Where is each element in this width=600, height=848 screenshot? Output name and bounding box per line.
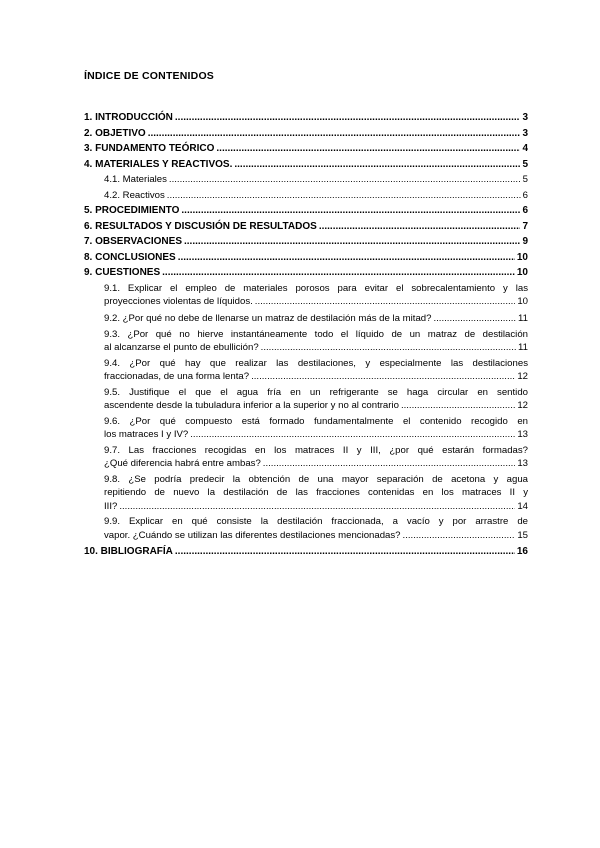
dot-leader <box>261 341 516 354</box>
toc-entry-page: 11 <box>518 313 528 324</box>
table-of-contents <box>84 110 528 560</box>
toc-entry-procedimiento[interactable] <box>84 203 528 219</box>
dot-leader <box>319 219 521 235</box>
toc-entry-title-line: 9.1. Explicar el empleo de materiales porosos para evitar el sobrecalentamiento y las <box>104 283 528 294</box>
toc-entry-page: 3 <box>522 112 528 123</box>
dot-leader <box>167 188 521 204</box>
toc-entry-page: 11 <box>518 342 528 354</box>
toc-entry-title: 9. CUESTIONES <box>84 267 161 278</box>
toc-entry-title-line: fraccionadas, de una forma lenta? <box>104 371 250 383</box>
toc-entry-title: 6. RESULTADOS Y DISCUSIÓN DE RESULTADOS <box>84 220 317 232</box>
toc-entry-title: 9.2. ¿Por qué no debe de llenarse un matraz de destilación más de la mitad? <box>104 313 432 324</box>
dot-leader <box>401 399 515 412</box>
toc-entry-page: 10 <box>516 251 528 263</box>
toc-entry-page: 5 <box>522 174 528 185</box>
toc-entry-page: 13 <box>517 429 528 441</box>
toc-entry-cuestion-9-9[interactable] <box>84 515 528 542</box>
toc-entry-conclusiones[interactable] <box>84 250 528 266</box>
toc-entry-page: 5 <box>522 158 528 170</box>
toc-entry-title-line: al alcanzarse el punto de ebullición? <box>104 342 259 354</box>
toc-entry-title: 8. CONCLUSIONES <box>84 251 176 263</box>
toc-entry-title: 4.1. Materiales <box>104 174 167 185</box>
dot-leader <box>178 250 515 266</box>
toc-entry-title: 4. MATERIALES Y REACTIVOS. <box>84 158 233 170</box>
toc-entry-cuestiones[interactable] <box>84 265 528 281</box>
toc-entry-page: 16 <box>516 546 528 558</box>
toc-entry-introduccion[interactable] <box>84 110 528 126</box>
toc-entry-materiales[interactable] <box>84 172 528 188</box>
toc-entry-bibliografia[interactable] <box>84 544 528 560</box>
toc-entry-page: 7 <box>522 220 528 232</box>
toc-entry-cuestion-9-1[interactable] <box>84 282 528 309</box>
toc-entry-resultados[interactable] <box>84 219 528 235</box>
toc-entry-materiales-reactivos[interactable] <box>84 157 528 173</box>
toc-entry-objetivo[interactable] <box>84 126 528 142</box>
toc-entry-title-line: 9.6. ¿Por qué compuesto está formado fundamentalmente el contenido recogido en <box>104 416 528 427</box>
dot-leader <box>216 141 520 157</box>
toc-entry-page: 4 <box>522 143 528 154</box>
toc-entry-title: 7. OBSERVACIONES <box>84 236 182 247</box>
toc-entry-cuestion-9-7[interactable] <box>84 444 528 471</box>
toc-entry-cuestion-9-5[interactable] <box>84 386 528 413</box>
toc-entry-page: 14 <box>517 500 528 512</box>
toc-entry-page: 9 <box>522 236 528 247</box>
toc-entry-title-line: proyecciones violentas de líquidos. <box>104 296 253 308</box>
toc-entry-title-line: III? <box>104 500 118 512</box>
dot-leader <box>169 172 521 188</box>
toc-entry-title-line: 9.3. ¿Por qué no hierve instantáneamente todo el líquido de un matraz de destilación <box>104 329 528 340</box>
toc-entry-title-line: ¿Qué diferencia habrá entre ambas? <box>104 458 261 470</box>
toc-entry-observaciones[interactable] <box>84 234 528 250</box>
dot-leader <box>190 428 515 441</box>
toc-entry-title-line: 9.4. ¿Por qué hay que realizar las destilaciones, y especialmente las destilaciones <box>104 358 528 369</box>
toc-entry-title: 4.2. Reactivos <box>104 189 165 201</box>
toc-entry-page: 10 <box>517 296 528 308</box>
toc-entry-title-line: repitiendo de nuevo la destilación de las fracciones contenidas en los matraces II y <box>104 487 528 499</box>
toc-entry-page: 12 <box>517 400 528 412</box>
toc-entry-title-line: 9.5. Justifique el que el agua fría en un refrigerante se haga circular en sentido <box>104 387 528 398</box>
toc-entry-page: 10 <box>516 267 528 278</box>
toc-entry-cuestion-9-3[interactable] <box>84 328 528 355</box>
dot-leader <box>403 529 516 542</box>
dot-leader <box>162 265 515 281</box>
toc-entry-reactivos[interactable] <box>84 188 528 204</box>
dot-leader <box>255 295 516 308</box>
toc-entry-page: 13 <box>517 458 528 470</box>
toc-entry-cuestion-9-6[interactable] <box>84 415 528 442</box>
dot-leader <box>251 370 515 383</box>
toc-entry-page: 3 <box>522 127 528 139</box>
toc-entry-title: 3. FUNDAMENTO TEÓRICO <box>84 143 215 154</box>
toc-entry-title: 5. PROCEDIMIENTO <box>84 205 180 216</box>
toc-entry-cuestion-9-2[interactable] <box>84 311 528 327</box>
toc-entry-title: 10. BIBLIOGRAFÍA <box>84 546 173 558</box>
toc-entry-title-line: 9.8. ¿Se podría predecir la obtención de una mayor separación de acetona y agua <box>104 474 528 485</box>
dot-leader <box>181 203 520 219</box>
toc-entry-fundamento-teorico[interactable] <box>84 141 528 157</box>
toc-entry-page: 6 <box>522 205 528 216</box>
dot-leader <box>148 126 521 142</box>
dot-leader <box>433 311 516 327</box>
toc-entry-title: 1. INTRODUCCIÓN <box>84 112 173 123</box>
dot-leader <box>263 457 516 470</box>
toc-entry-title-line: 9.7. Las fracciones recogidas en los matraces II y III, ¿por qué estarán formadas? <box>104 445 528 456</box>
toc-entry-page: 15 <box>517 529 528 541</box>
toc-entry-title-line: los matraces I y IV? <box>104 429 189 441</box>
dot-leader <box>119 500 515 513</box>
toc-entry-title: 2. OBJETIVO <box>84 127 146 139</box>
dot-leader <box>175 544 515 560</box>
toc-entry-title-line: vapor. ¿Cuándo se utilizan las diferentes destilaciones mencionadas? <box>104 529 401 541</box>
dot-leader <box>184 234 520 250</box>
toc-entry-cuestion-9-8[interactable] <box>84 473 528 513</box>
toc-entry-title-line: 9.9. Explicar en qué consiste la destilación fraccionada, a vacío y por arrastre de <box>104 516 528 528</box>
toc-entry-page: 12 <box>517 371 528 383</box>
toc-entry-cuestion-9-4[interactable] <box>84 357 528 384</box>
dot-leader <box>175 110 521 126</box>
toc-entry-title-line: ascendente desde la tubuladura inferior a la superior y no al contrario <box>104 400 399 412</box>
toc-entry-page: 6 <box>522 189 528 201</box>
page-title: ÍNDICE DE CONTENIDOS <box>84 70 215 82</box>
dot-leader <box>234 157 520 173</box>
